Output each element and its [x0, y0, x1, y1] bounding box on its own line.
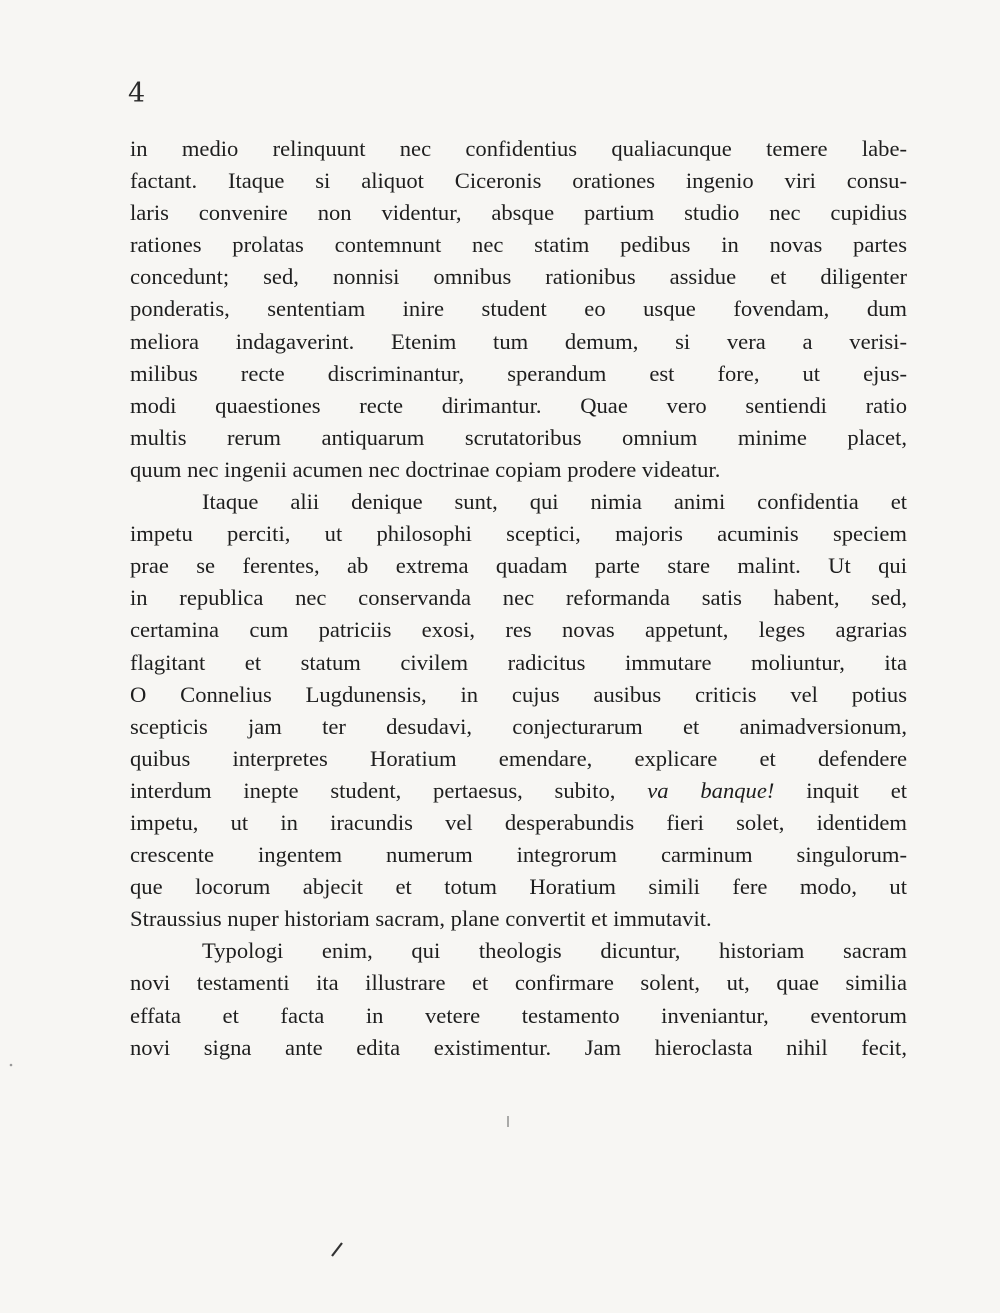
text-line: crescente ingentem numerum integrorum carminum singulorum-	[130, 842, 907, 868]
text-line: Typologi enim, qui theologis dicuntur, historiam sacram	[202, 938, 907, 964]
text-line: effata et facta in vetere testamento inveniantur, eventorum	[130, 1002, 907, 1028]
scan-mark-icon	[8, 1060, 14, 1070]
text-line: factant. Itaque si aliquot Ciceronis orationes ingenio viri consu-	[130, 168, 907, 194]
text-line: meliora indagaverint. Etenim tum demum, si vera a verisi-	[130, 328, 907, 354]
text-line: modi quaestiones recte dirimantur. Quae vero sentiendi ratio	[130, 392, 907, 418]
text-line: prae se ferentes, ab extrema quadam parte stare malint. Ut qui	[130, 553, 907, 579]
text-line: novi signa ante edita existimentur. Jam hieroclasta nihil fecit,	[130, 1034, 907, 1060]
text-segment: inquit et	[806, 777, 908, 803]
text-line: quum nec ingenii acumen nec doctrinae copiam prodere videatur.	[130, 456, 721, 482]
scan-mark-icon	[505, 1115, 511, 1129]
text-line: quibus interpretes Horatium emendare, explicare et defendere	[130, 745, 907, 771]
text-line-with-italic	[130, 775, 907, 807]
text-line: Itaque alii denique sunt, qui nimia animi confidentia et	[202, 489, 907, 515]
text-line: Straussius nuper historiam sacram, plane convertit et immutavit.	[130, 906, 712, 932]
text-line: que locorum abjecit et totum Horatium simili fere modo, ut	[130, 874, 907, 900]
paragraph-1	[130, 133, 907, 486]
text-line: certamina cum patriciis exosi, res novas appetunt, leges agrarias	[130, 617, 907, 643]
text-line: laris convenire non videntur, absque partium studio nec cupidius	[130, 200, 907, 226]
text-line: in republica nec conservanda nec reformanda satis habent, sed,	[130, 585, 907, 611]
text-line: impetu, ut in iracundis vel desperabundis fieri solet, identidem	[130, 809, 907, 835]
text-line: scepticis jam ter desudavi, conjecturarum et animadversionum,	[130, 713, 907, 739]
body-text	[130, 133, 907, 1064]
text-line: novi testamenti ita illustrare et confirmare solent, ut, quae similia	[130, 970, 907, 996]
text-line: impetu perciti, ut philosophi sceptici, majoris acuminis speciem	[130, 521, 907, 547]
text-line: O Connelius Lugdunensis, in cujus ausibus criticis vel potius	[130, 681, 907, 707]
text-line: rationes prolatas contemnunt nec statim pedibus in novas partes	[130, 232, 907, 258]
text-line: ponderatis, sententiam inire student eo usque fovendam, dum	[130, 296, 907, 322]
text-line: in medio relinquunt nec confidentius qualiacunque temere labe-	[130, 136, 907, 161]
text-line: concedunt; sed, nonnisi omnibus rationibus assidue et diligenter	[130, 264, 907, 290]
text-line: milibus recte discriminantur, sperandum est fore, ut ejus-	[130, 360, 907, 386]
text-segment: interdum inepte student, pertaesus, subito,	[130, 777, 616, 803]
page-number: 4	[128, 78, 146, 109]
paragraph-3	[130, 935, 907, 1063]
paragraph-2	[130, 486, 907, 935]
text-line: multis rerum antiquarum scrutatoribus omnium minime placet,	[130, 424, 907, 450]
italic-phrase: va banque!	[647, 777, 775, 803]
scan-mark-icon	[330, 1240, 344, 1258]
text-line: flagitant et statum civilem radicitus immutare moliuntur, ita	[130, 649, 907, 675]
